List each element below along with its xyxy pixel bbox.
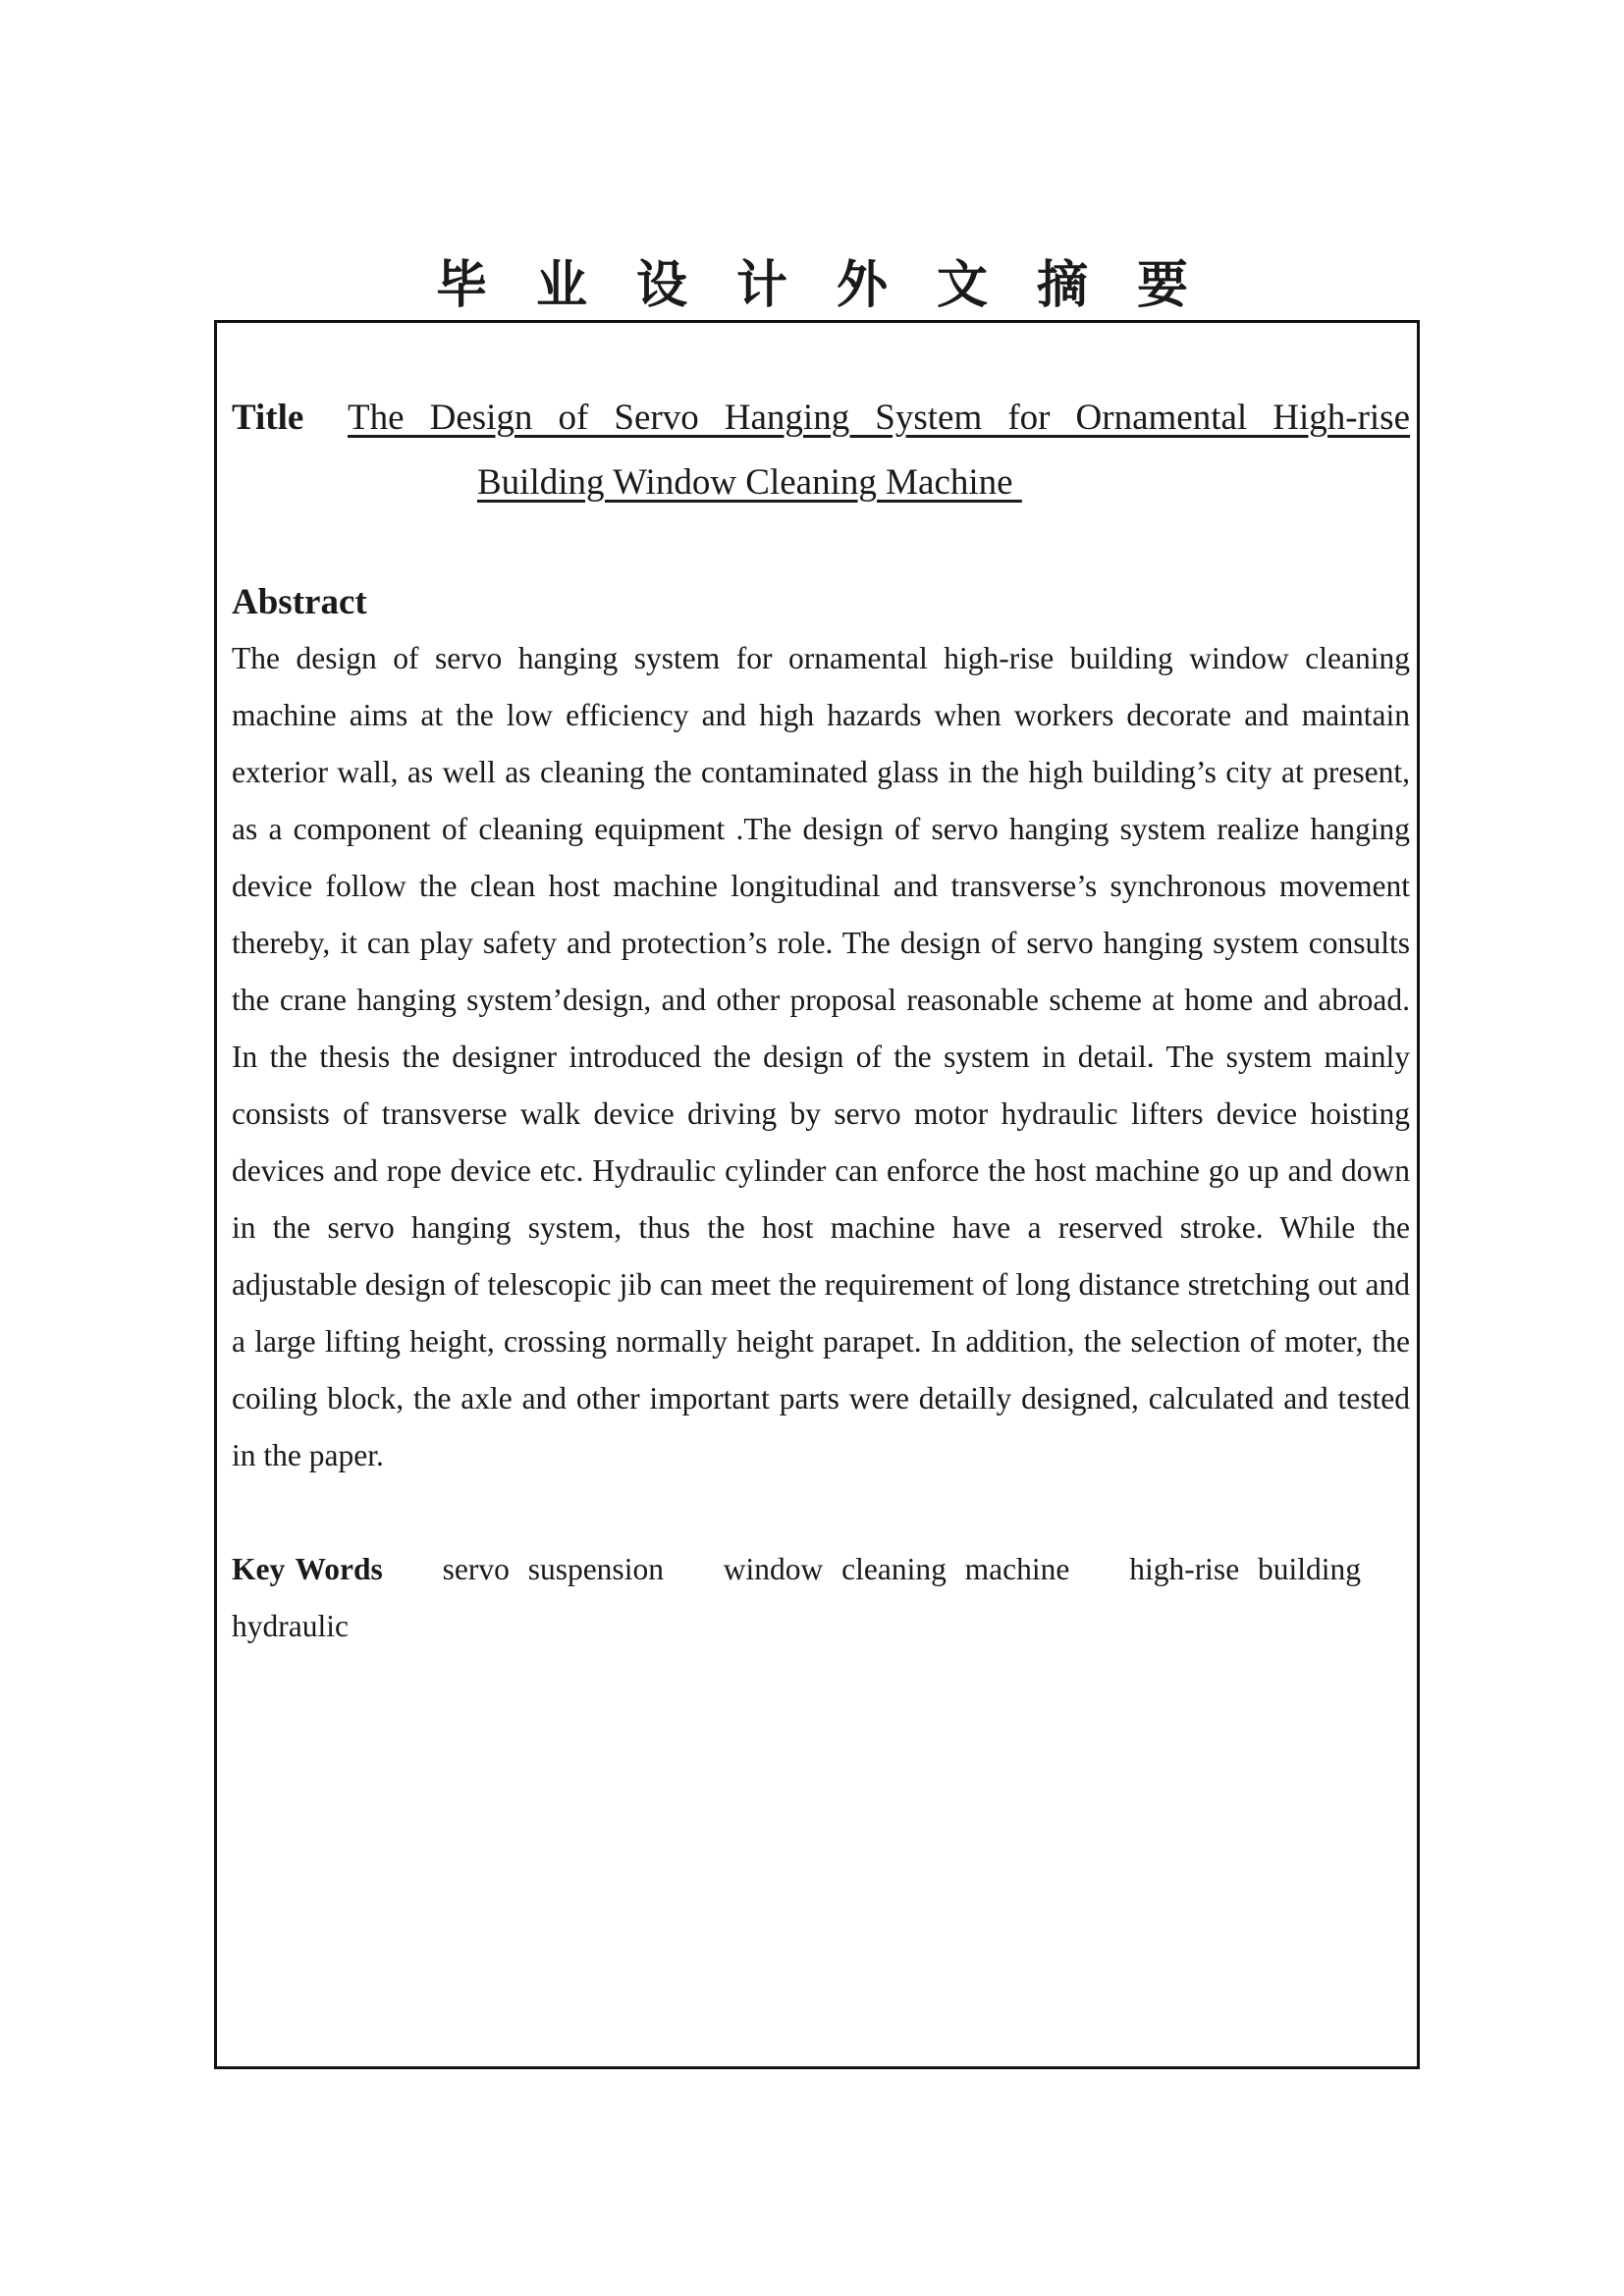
- keyword-item: window cleaning machine: [723, 1552, 1070, 1587]
- keyword-item: high-rise building: [1129, 1552, 1362, 1587]
- abstract-body: The design of servo hanging system for ornamental high-rise building window cleaning machine aims at the low efficiency and high hazards when workers decorate and maintain exterior wall, as well as cleaning the contaminated glass in the high building’s city at present, as a component of cleaning equipment .The design of servo hanging system realize hanging device follow the clean host machine longitudinal and transverse’s synchronous movement thereby, it can play safety and protection’s role. The design of servo hanging system consults the crane hanging system’design, and other proposal reasonable scheme at home and abroad. In the thesis the designer introduced the design of the system in detail. The system mainly consists of transverse walk device driving by servo motor hydraulic lifters device hoisting devices and rope device etc. Hydraulic cylinder can enforce the host machine go up and down in the servo hanging system, thus the host machine have a reserved stroke. While the adjustable design of telescopic jib can meet the requirement of long distance stretching out and a large lifting height, crossing normally height parapet. In addition, the selection of moter, the coiling block, the axle and other important parts were detailly designed, calculated and tested in the paper.: [232, 641, 1410, 1473]
- abstract-heading: Abstract: [232, 582, 367, 622]
- title-text-line-1: The Design of Servo Hanging System for Ornamental High-rise: [348, 398, 1410, 438]
- keyword-item: hydraulic: [232, 1609, 349, 1644]
- keywords-label: Key Words: [232, 1552, 383, 1587]
- page-heading: 毕业设计外文摘要: [435, 255, 1237, 315]
- title-text-line-2: Building Window Cleaning Machine: [477, 462, 1022, 503]
- frame-content: [232, 397, 1410, 1655]
- keyword-item: servo suspension: [442, 1552, 664, 1587]
- abstract-frame: [214, 320, 1420, 2069]
- keywords-section: [232, 1541, 1410, 1655]
- title-section: [232, 397, 1410, 534]
- title-label: Title: [232, 398, 304, 438]
